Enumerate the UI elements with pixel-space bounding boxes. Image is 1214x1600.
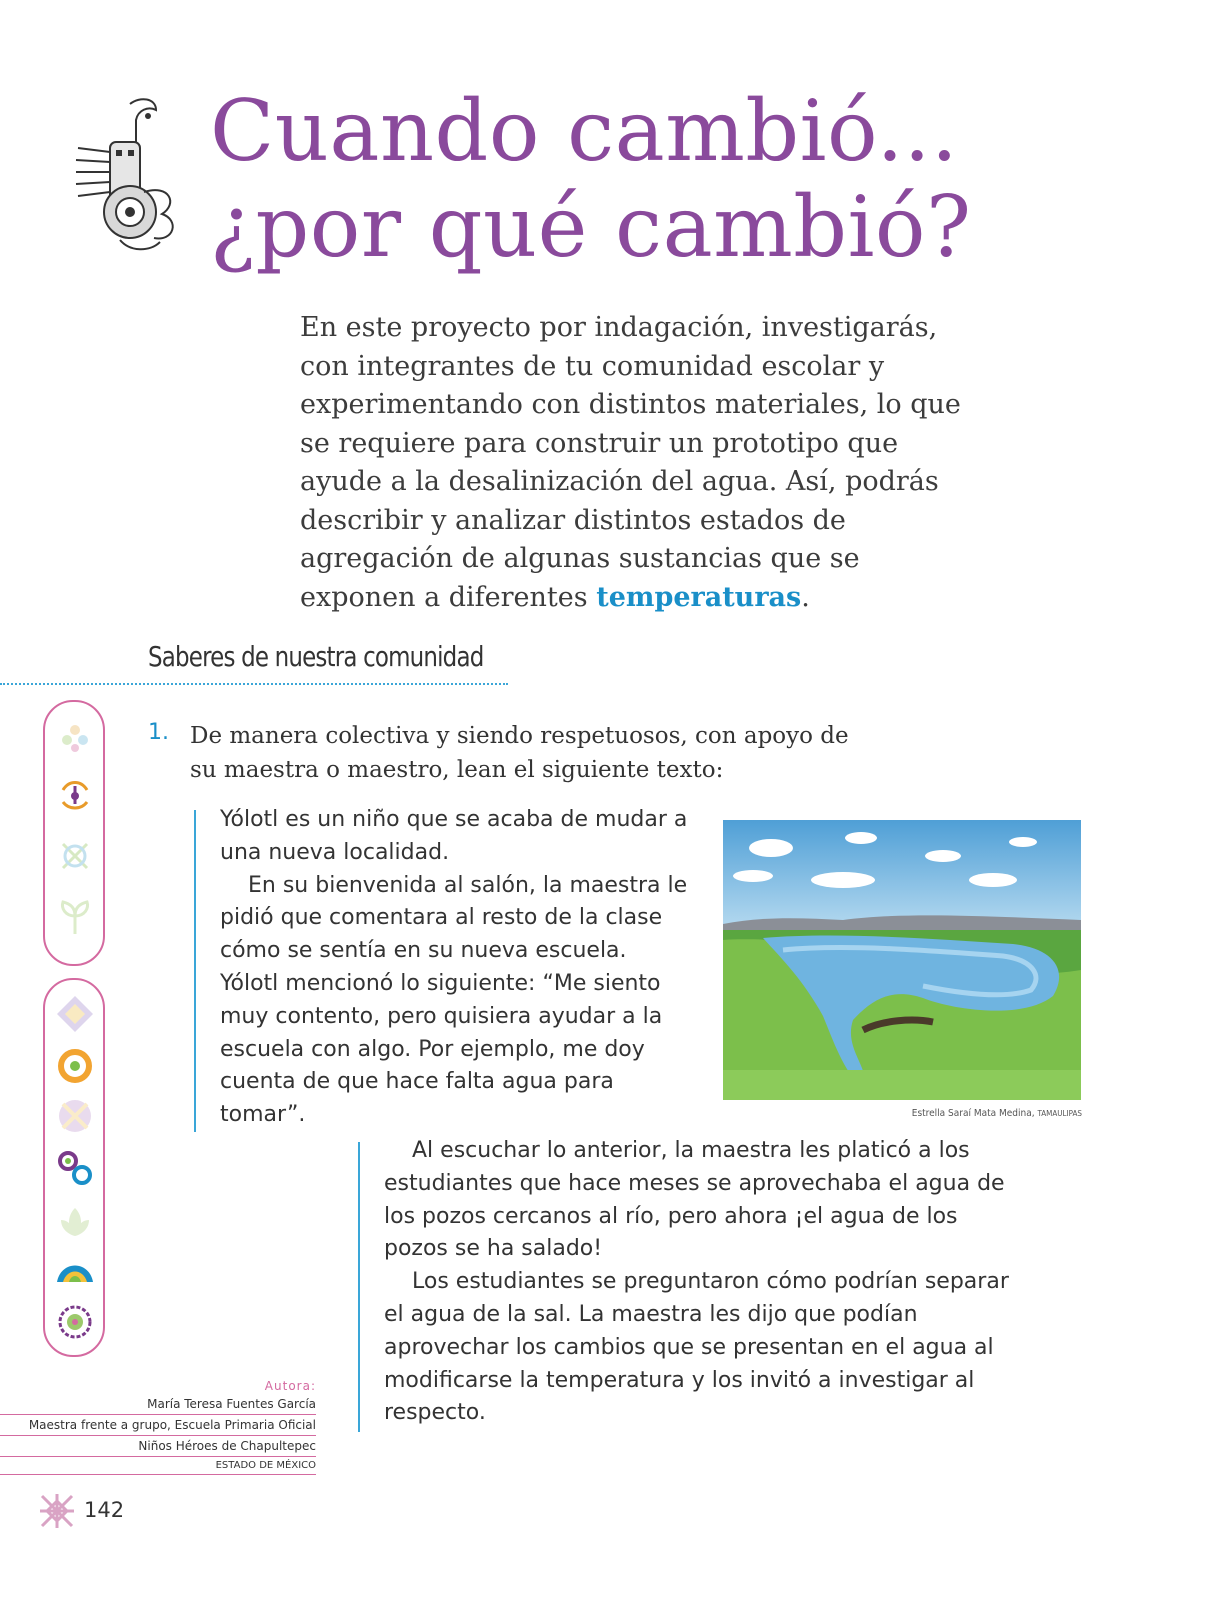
illustration-credit xyxy=(850,1108,1082,1119)
step-number: 1. xyxy=(148,720,169,745)
author-label: Autora: xyxy=(264,1379,316,1393)
intro-keyword-link[interactable]: temperaturas xyxy=(596,581,802,613)
section-divider xyxy=(0,683,508,685)
story-paragraph-2: En su bienvenida al salón, la maestra le pidió que comentara al resto de la clase cómo se sentía en su nueva escuela. Yólotl mencionó lo siguiente: “Me siento muy contento, pero quisiera ayudar a la escuela con algo. Por ejemplo, me doy cuenta de que hace falta agua para tomar”. xyxy=(220,872,688,1128)
intro-end: . xyxy=(801,581,810,613)
author-name: María Teresa Fuentes García xyxy=(0,1397,316,1415)
side-icon-rail-bottom xyxy=(43,978,105,1357)
quote-bar-2 xyxy=(358,1142,360,1432)
author-role: Maestra frente a grupo, Escuela Primaria Oficial xyxy=(0,1418,316,1436)
story-paragraph-3: Al escuchar lo anterior, la maestra les platicó a los estudiantes que hace meses se aprovechaba el agua de los pozos cercanos al río, pero ahora ¡el agua de los pozos se ha salado! xyxy=(384,1138,1005,1262)
author-school: Niños Héroes de Chapultepec xyxy=(0,1439,316,1457)
seed-circle-icon xyxy=(55,1302,95,1342)
flower-icon xyxy=(55,718,95,758)
page-title-line-2: ¿por qué cambió? xyxy=(210,178,972,276)
credit-place: TAMAULIPAS xyxy=(1037,1109,1082,1118)
author-state: ESTADO DE MÉXICO xyxy=(0,1460,316,1475)
intro-paragraph xyxy=(300,309,980,617)
codex-glyph-icon xyxy=(70,92,190,260)
story-block-2 xyxy=(384,1135,1024,1430)
step-instruction: De manera colectiva y siendo respetuosos, con apoyo de su maestra o maestro, lean el siguiente texto: xyxy=(190,723,849,783)
knot-icon xyxy=(55,836,95,876)
story-block-1 xyxy=(220,804,690,1132)
ring-icon xyxy=(55,1046,95,1086)
link-icon xyxy=(55,1148,95,1188)
section-heading: Saberes de nuestra comunidad xyxy=(148,640,484,673)
intro-text: En este proyecto por indagación, investigarás, con integrantes de tu comunidad escolar y experimentando con distintos materiales, lo que se requiere para construir un prototipo que ayude a la desalinización del agua. Así, podrás describir y analizar distintos estados de agregación de algunas sustancias que se exponen a diferentes xyxy=(300,312,961,613)
page-number: 142 xyxy=(84,1498,125,1522)
lotus-icon xyxy=(55,1202,95,1242)
star-pattern-icon xyxy=(38,1492,76,1530)
fan-icon xyxy=(55,1252,95,1292)
page-title-line-1: Cuando cambió... xyxy=(210,82,959,180)
credit-name: Estrella Saraí Mata Medina, xyxy=(911,1108,1035,1119)
dancer-icon xyxy=(55,776,95,816)
story-paragraph-4: Los estudiantes se preguntaron cómo podrían separar el agua de la sal. La maestra les dijo que podían aprovechar los cambios que se presentan en el agua al modificarse la temperatura y los invitó a investigar al respecto. xyxy=(384,1269,1009,1426)
sprout-icon xyxy=(55,898,95,938)
quote-bar-1 xyxy=(194,810,196,1132)
story-paragraph-1: Yólotl es un niño que se acaba de mudar a una nueva localidad. xyxy=(220,807,688,865)
side-icon-rail-top xyxy=(43,700,105,966)
lake-landscape-illustration xyxy=(723,820,1081,1100)
diamond-icon xyxy=(55,994,95,1034)
cross-circle-icon xyxy=(55,1096,95,1136)
